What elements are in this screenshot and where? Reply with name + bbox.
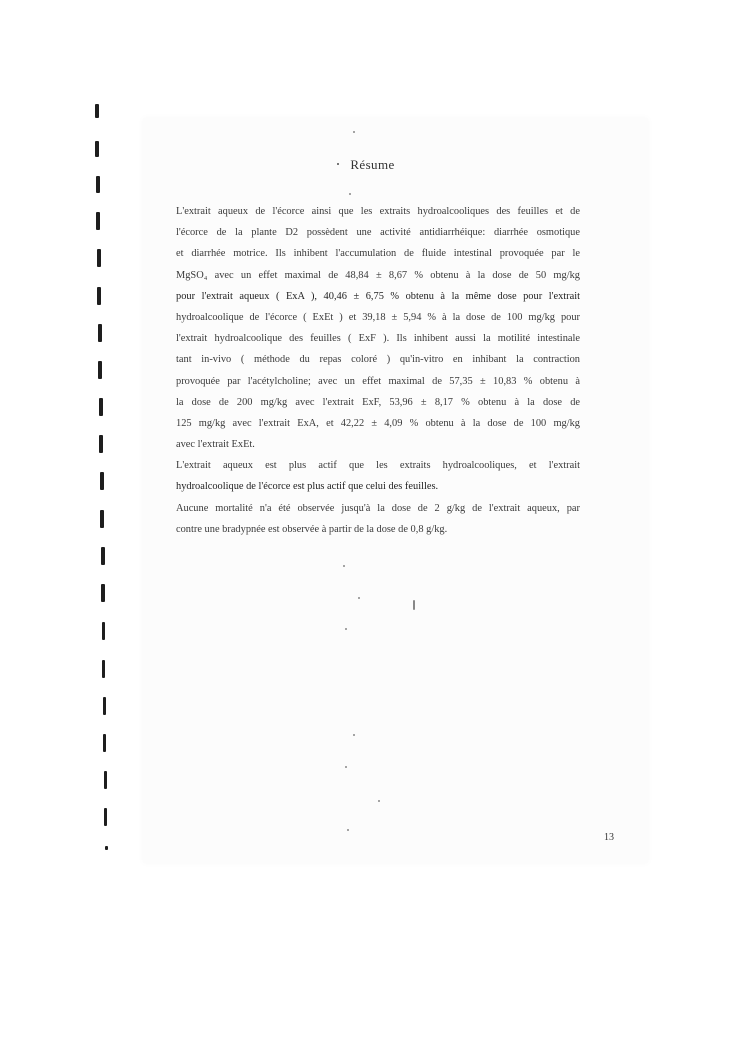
paragraph-3 <box>176 498 580 540</box>
binding-mark <box>101 584 105 602</box>
text-line: contre une bradypnée est observée à partir de la dose de 0,8 g/kg. <box>176 523 448 535</box>
binding-mark <box>97 287 101 305</box>
scan-speck <box>358 597 360 599</box>
text-line: L'extrait aqueux de l'écorce ainsi que les extraits hydroalcooliques des feuilles et de <box>176 206 580 217</box>
binding-mark <box>98 361 102 379</box>
binding-mark <box>99 398 103 416</box>
scan-speck <box>353 131 355 133</box>
scan-speck <box>345 766 347 768</box>
binding-mark <box>96 212 100 230</box>
binding-mark <box>102 660 105 678</box>
scan-speck <box>353 734 355 736</box>
scan-speck <box>343 565 345 567</box>
scan-speck <box>378 800 380 802</box>
text-line: L'extrait aqueux est plus actif que les extraits hydroalcooliques, et l'extrait <box>176 460 580 472</box>
abstract-body <box>176 201 580 540</box>
scan-speck <box>347 829 349 831</box>
scan-speck <box>413 600 415 610</box>
page-title-text: Résume <box>350 157 395 172</box>
scan-speck <box>345 628 347 630</box>
text-line: Aucune mortalité n'a été observée jusqu'à la dose de 2 g/kg de l'extrait aqueux, par <box>176 502 580 514</box>
binding-mark <box>102 622 105 640</box>
page-title <box>0 157 745 173</box>
text-line: hydroalcoolique de l'écorce est plus actif que celui des feuilles. <box>176 481 439 493</box>
binding-mark <box>103 734 106 752</box>
paragraph-2 <box>176 455 580 497</box>
page-number: 13 <box>604 832 614 843</box>
text-line: provoquée par l'acétylcholine; avec un effet maximal de 57,35 ± 10,83 % obtenu à <box>176 375 580 387</box>
binding-mark <box>95 104 99 118</box>
binding-mark <box>97 249 101 267</box>
binding-mark <box>96 176 100 193</box>
text-line: avec l'extrait ExEt. <box>176 439 255 451</box>
scan-speck <box>337 163 339 165</box>
text-line: 125 mg/kg avec l'extrait ExA, et 42,22 ± 4,09 % obtenu à la dose de 100 mg/kg <box>176 417 580 429</box>
binding-mark <box>100 472 104 490</box>
text-line: la dose de 200 mg/kg avec l'extrait ExF, 53,96 ± 8,17 % obtenu à la dose de <box>176 396 580 408</box>
binding-mark <box>104 771 107 789</box>
paragraph-1 <box>176 201 580 455</box>
binding-mark <box>103 697 106 715</box>
binding-mark <box>95 141 99 157</box>
binding-mark <box>99 435 103 453</box>
text-line: pour l'extrait aqueux ( ExA ), 40,46 ± 6,75 % obtenu à la même dose pour l'extrait <box>176 290 580 302</box>
text-line: l'écorce de la plante D2 possèdent une activité antidiarrhéique: diarrhée osmotique <box>176 227 580 239</box>
binding-mark <box>100 510 104 528</box>
text-line: tant in-vivo ( méthode du repas coloré ) qu'in-vitro en inhibant la contraction <box>176 354 580 366</box>
binding-mark <box>98 324 102 342</box>
binding-mark <box>101 547 105 565</box>
text-line: MgSO₄ avec un effet maximal de 48,84 ± 8,67 % obtenu à la dose de 50 mg/kg <box>176 269 580 281</box>
text-line: l'extrait hydroalcoolique des feuilles ( ExF ). Ils inhibent aussi la motilité intestinale <box>176 333 580 345</box>
scan-speck <box>349 193 351 195</box>
text-line: et diarrhée motrice. Ils inhibent l'accumulation de fluide intestinal provoquée par le <box>176 248 580 260</box>
binding-mark <box>104 808 107 826</box>
binding-mark <box>105 846 108 850</box>
text-line: hydroalcoolique de l'écorce ( ExEt ) et 39,18 ± 5,94 % à la dose de 100 mg/kg pour <box>176 311 580 323</box>
